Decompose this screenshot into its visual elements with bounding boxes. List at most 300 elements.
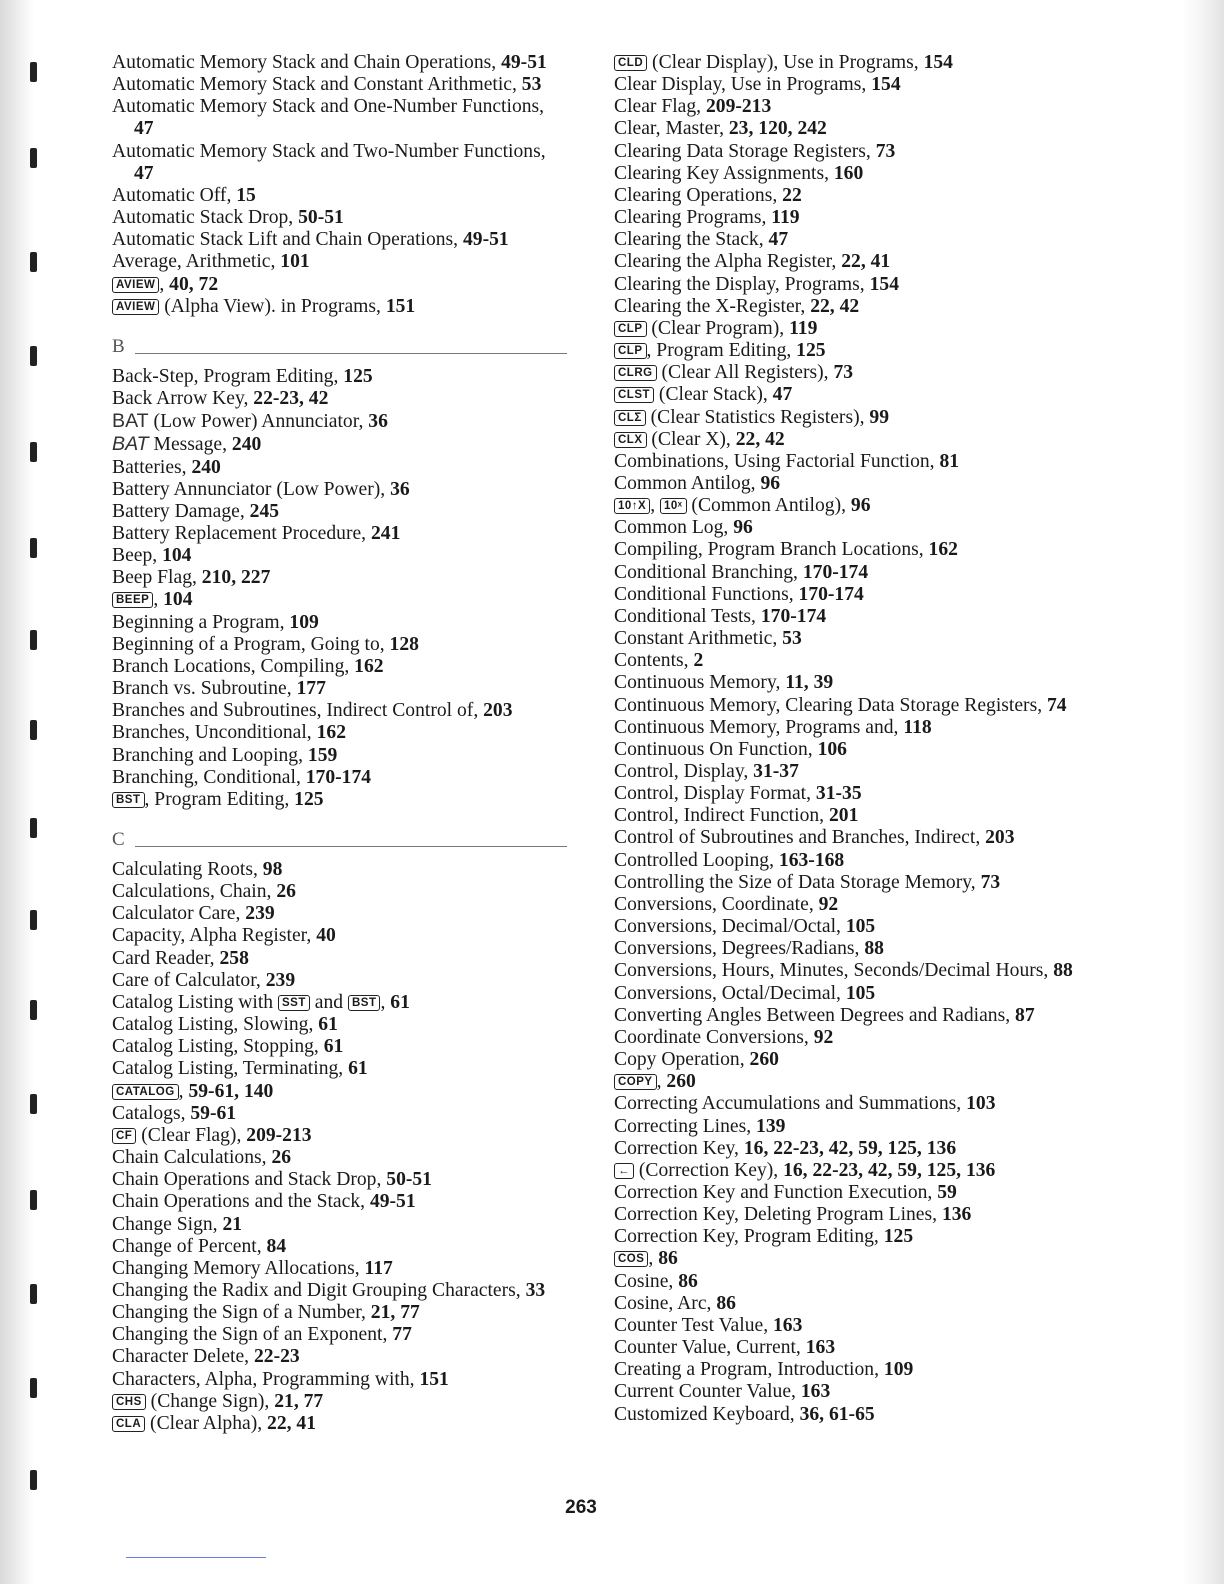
page-reference: 209-213 bbox=[246, 1124, 312, 1146]
index-entry bbox=[614, 1093, 1084, 1115]
key-symbol: CLP bbox=[614, 343, 647, 359]
page-reference: 125 bbox=[796, 340, 826, 362]
index-entry bbox=[614, 562, 1084, 584]
index-entry bbox=[112, 1214, 567, 1236]
entry-text: , bbox=[159, 273, 170, 295]
index-entry bbox=[614, 141, 1084, 163]
binding-hole bbox=[30, 720, 37, 740]
page-reference: 162 bbox=[316, 722, 346, 744]
entry-text: Conversions, Hours, Minutes, Seconds/Decimal Hours, bbox=[614, 960, 1054, 982]
binding-edge bbox=[0, 0, 34, 1584]
key-symbol: CF bbox=[112, 1128, 136, 1144]
entry-text: Automatic Memory Stack and Two-Number Functions, bbox=[112, 140, 546, 162]
entry-text: Clearing Data Storage Registers, bbox=[614, 140, 876, 162]
entry-text: Characters, Alpha, Programming with, bbox=[112, 1368, 420, 1390]
entry-text: Controlling the Size of Data Storage Memory, bbox=[614, 871, 981, 893]
entry-text: Customized Keyboard, bbox=[614, 1403, 800, 1425]
entry-text: Calculator Care, bbox=[112, 903, 246, 925]
page-reference: 23, 120, 242 bbox=[728, 118, 827, 140]
entry-text: Clearing the Display, Programs, bbox=[614, 273, 870, 295]
page-reference: 105 bbox=[845, 982, 876, 1004]
entry-text: Branch vs. Subroutine, bbox=[112, 678, 297, 700]
index-entry bbox=[614, 1049, 1084, 1071]
page-reference: 241 bbox=[370, 522, 401, 544]
page-reference: 49-51 bbox=[462, 229, 509, 251]
index-entry bbox=[614, 1359, 1084, 1381]
entry-text: Beginning a Program, bbox=[112, 611, 290, 633]
entry-text: Correction Key, bbox=[614, 1137, 744, 1159]
index-entry bbox=[614, 229, 1084, 251]
page-reference: 36 bbox=[368, 411, 388, 433]
binding-hole bbox=[30, 62, 37, 82]
index-entry bbox=[112, 612, 567, 634]
index-entry bbox=[112, 1391, 567, 1413]
page-reference: 125 bbox=[294, 788, 324, 810]
page-reference: 203 bbox=[985, 827, 1015, 849]
index-entry bbox=[112, 1369, 567, 1391]
index-entry bbox=[614, 717, 1084, 739]
entry-text: Coordinate Conversions, bbox=[614, 1026, 814, 1048]
page-reference: 15 bbox=[236, 184, 256, 206]
index-entry bbox=[614, 695, 1084, 717]
entry-text: Clear, Master, bbox=[614, 118, 729, 140]
page-reference: 40 bbox=[316, 925, 336, 947]
entry-text: Batteries, bbox=[112, 456, 192, 478]
index-entry bbox=[112, 589, 567, 611]
index-entry bbox=[112, 410, 567, 433]
page-reference: 136 bbox=[941, 1204, 972, 1226]
entry-text: Conditional Branching, bbox=[614, 561, 803, 583]
index-entry bbox=[614, 1404, 1084, 1426]
index-entry bbox=[112, 678, 567, 700]
binding-hole bbox=[30, 818, 37, 838]
binding-hole bbox=[30, 1470, 37, 1490]
page-reference: 59 bbox=[937, 1181, 957, 1203]
page-reference: 98 bbox=[262, 859, 283, 880]
index-entry bbox=[112, 501, 567, 523]
page-reference: 22, 42 bbox=[810, 295, 860, 317]
entry-text: Combinations, Using Factorial Function, bbox=[614, 450, 940, 472]
entry-text: and bbox=[309, 991, 348, 1013]
index-entry bbox=[112, 545, 567, 567]
page-reference: 240 bbox=[231, 434, 262, 456]
entry-text: (Clear All Registers), bbox=[656, 362, 834, 384]
index-entry bbox=[614, 938, 1084, 960]
key-symbol: CATALOG bbox=[112, 1084, 179, 1100]
page-reference: 125 bbox=[883, 1226, 914, 1248]
entry-text: Correction Key, Deleting Program Lines, bbox=[614, 1204, 942, 1226]
page-reference: 96 bbox=[733, 517, 753, 539]
entry-text: Counter Test Value, bbox=[614, 1314, 773, 1336]
page-reference: 47 bbox=[772, 384, 793, 406]
entry-text: Counter Value, Current, bbox=[614, 1337, 806, 1359]
index-entry bbox=[112, 1169, 567, 1191]
entry-text: (Clear Stack), bbox=[654, 384, 773, 406]
entry-text: Beep, bbox=[112, 545, 163, 567]
page-reference: 2 bbox=[693, 650, 704, 672]
entry-text: Converting Angles Between Degrees and Radians, bbox=[614, 1004, 1016, 1026]
index-entry bbox=[614, 1248, 1084, 1270]
index-entry bbox=[112, 141, 567, 185]
entry-text: Clearing Key Assignments, bbox=[614, 162, 834, 184]
entry-text: Conditional Tests, bbox=[614, 605, 761, 627]
page-reference: 74 bbox=[1047, 694, 1067, 716]
page-reference: 86 bbox=[658, 1248, 678, 1270]
page-reference: 170-174 bbox=[760, 605, 827, 627]
entry-text: Branches, Unconditional, bbox=[112, 722, 317, 744]
index-entry bbox=[614, 672, 1084, 694]
entry-text: Message, bbox=[148, 434, 232, 456]
index-entry bbox=[112, 859, 567, 881]
page-reference: 245 bbox=[249, 500, 280, 522]
key-symbol: BST bbox=[348, 995, 381, 1011]
index-entry bbox=[112, 1081, 567, 1103]
entry-text: Automatic Stack Drop, bbox=[112, 207, 299, 229]
entry-text: Clearing Programs, bbox=[614, 207, 772, 229]
binding-hole bbox=[30, 346, 37, 366]
page-reference: 96 bbox=[760, 472, 781, 494]
entry-text: Automatic Memory Stack and One-Number Functions, bbox=[112, 96, 545, 118]
page-reference: 104 bbox=[162, 545, 192, 567]
page-reference: 203 bbox=[483, 700, 513, 722]
entry-text: Copy Operation, bbox=[614, 1049, 750, 1071]
page-reference: 36, 61-65 bbox=[799, 1403, 875, 1425]
page-reference: 119 bbox=[771, 207, 800, 229]
page-reference: 101 bbox=[280, 251, 310, 273]
page-reference: 59-61 bbox=[190, 1102, 237, 1124]
entry-text: Change Sign, bbox=[112, 1213, 223, 1235]
index-entry bbox=[614, 1160, 1084, 1182]
binding-hole bbox=[30, 910, 37, 930]
index-entry bbox=[614, 362, 1084, 384]
index-entry bbox=[112, 567, 567, 589]
entry-text: Correcting Accumulations and Summations, bbox=[614, 1093, 967, 1115]
entry-text: Control, Display, bbox=[614, 761, 754, 782]
index-entry bbox=[112, 1236, 567, 1258]
index-entry bbox=[112, 789, 567, 811]
entry-text: Clearing Operations, bbox=[614, 184, 783, 206]
entry-text: (Clear Display), Use in Programs, bbox=[647, 52, 924, 73]
entry-text: Correction Key, Program Editing, bbox=[614, 1226, 884, 1248]
page-reference: 33 bbox=[525, 1279, 546, 1301]
entry-text: Clearing the Alpha Register, bbox=[614, 251, 842, 273]
index-entry bbox=[614, 274, 1084, 296]
index-entry bbox=[112, 207, 567, 229]
index-entry bbox=[112, 1191, 567, 1213]
page-reference: 258 bbox=[219, 947, 249, 969]
index-entry bbox=[614, 318, 1084, 340]
index-entry bbox=[614, 1027, 1084, 1049]
index-entry bbox=[614, 1116, 1084, 1138]
entry-text: Creating a Program, Introduction, bbox=[614, 1359, 884, 1381]
index-entry bbox=[112, 925, 567, 947]
page-reference: 22, 41 bbox=[267, 1412, 317, 1434]
section-letter: C bbox=[112, 829, 125, 850]
entry-text: Correction Key and Function Execution, bbox=[614, 1181, 938, 1203]
page-reference: 73 bbox=[980, 871, 1001, 893]
entry-text: Beginning of a Program, Going to, bbox=[112, 633, 390, 655]
page-reference: 170-174 bbox=[305, 766, 372, 788]
entry-text: Changing Memory Allocations, bbox=[112, 1257, 365, 1279]
entry-text: Control of Subroutines and Branches, Indirect, bbox=[614, 827, 986, 849]
entry-text: Battery Replacement Procedure, bbox=[112, 522, 371, 544]
page-reference: 22, 41 bbox=[841, 251, 891, 273]
index-entry bbox=[614, 473, 1084, 495]
index-entry bbox=[614, 584, 1084, 606]
section-rule bbox=[135, 846, 567, 847]
index-entry bbox=[112, 1413, 567, 1435]
page-reference: 154 bbox=[871, 74, 901, 96]
index-entry bbox=[112, 251, 567, 273]
index-entry bbox=[614, 850, 1084, 872]
entry-text: Chain Operations and the Stack, bbox=[112, 1191, 370, 1213]
entry-text: Current Counter Value, bbox=[614, 1381, 801, 1403]
binding-hole bbox=[30, 1378, 37, 1398]
binding-hole bbox=[30, 630, 37, 650]
index-entry bbox=[614, 163, 1084, 185]
entry-text: Continuous Memory, Programs and, bbox=[614, 716, 904, 738]
page-reference: 170-174 bbox=[802, 561, 869, 583]
index-entry bbox=[614, 894, 1084, 916]
entry-text: Changing the Radix and Digit Grouping Characters, bbox=[112, 1279, 526, 1301]
index-entry bbox=[112, 1324, 567, 1346]
key-symbol: AVIEW bbox=[112, 299, 159, 315]
entry-text: Calculating Roots, bbox=[112, 859, 263, 880]
key-symbol: COS bbox=[614, 1251, 648, 1267]
page-reference: 99 bbox=[869, 406, 889, 428]
index-entry bbox=[614, 916, 1084, 938]
binding-hole bbox=[30, 1190, 37, 1210]
index-entry bbox=[112, 970, 567, 992]
page-reference: 53 bbox=[782, 628, 802, 650]
key-symbol: CLP bbox=[614, 321, 647, 337]
entry-text: Control, Display Format, bbox=[614, 783, 816, 805]
page-reference: 128 bbox=[389, 633, 419, 655]
page-reference: 47 bbox=[134, 118, 154, 140]
entry-text: Conversions, Degrees/Radians, bbox=[614, 938, 865, 960]
entry-text: Control, Indirect Function, bbox=[614, 805, 829, 827]
entry-text: (Alpha View). in Programs, bbox=[159, 295, 386, 317]
index-entry bbox=[112, 433, 567, 456]
page-reference: 109 bbox=[289, 611, 319, 633]
entry-text: Chain Calculations, bbox=[112, 1147, 272, 1169]
entry-text: Catalog Listing, Slowing, bbox=[112, 1014, 319, 1036]
index-entry bbox=[112, 96, 567, 140]
index-entry bbox=[112, 1125, 567, 1147]
index-entry bbox=[112, 1036, 567, 1058]
index-entry bbox=[614, 805, 1084, 827]
entry-text: (Change Sign), bbox=[145, 1390, 275, 1412]
page-reference: 162 bbox=[928, 539, 958, 561]
entry-text: Character Delete, bbox=[112, 1346, 254, 1368]
index-entry bbox=[614, 1271, 1084, 1293]
page-reference: 92 bbox=[813, 1026, 834, 1048]
page-reference: 22-23 bbox=[253, 1346, 300, 1368]
index-entry bbox=[614, 96, 1084, 118]
index-entry bbox=[112, 1103, 567, 1125]
index-entry bbox=[614, 407, 1084, 429]
index-entry bbox=[614, 495, 1084, 517]
page-reference: 59-61, 140 bbox=[188, 1080, 274, 1102]
index-entry bbox=[614, 539, 1084, 561]
page-reference: 260 bbox=[666, 1071, 696, 1093]
index-entry bbox=[112, 1058, 567, 1080]
index-entry bbox=[112, 656, 567, 678]
entry-text: Common Log, bbox=[614, 517, 734, 539]
entry-text: , Program Editing, bbox=[646, 340, 797, 362]
page-reference: 239 bbox=[245, 903, 275, 925]
entry-text: Constant Arithmetic, bbox=[614, 628, 783, 650]
key-symbol: CLΣ bbox=[614, 410, 646, 426]
page-reference: 163-168 bbox=[778, 849, 845, 871]
page-reference: 125 bbox=[343, 365, 373, 387]
index-entry bbox=[614, 207, 1084, 229]
entry-text: Compiling, Program Branch Locations, bbox=[614, 539, 929, 561]
binding-hole bbox=[30, 252, 37, 272]
entry-text: Clearing the X-Register, bbox=[614, 295, 811, 317]
entry-text: (Correction Key), bbox=[634, 1159, 784, 1181]
annunciator-text: BAT bbox=[112, 410, 149, 433]
entry-text: , bbox=[153, 589, 164, 611]
page-reference: 160 bbox=[833, 162, 864, 184]
section-heading bbox=[112, 829, 567, 851]
index-entry bbox=[614, 983, 1084, 1005]
key-symbol: CHS bbox=[112, 1394, 146, 1410]
index-entry bbox=[112, 457, 567, 479]
page-reference: 210, 227 bbox=[201, 567, 271, 589]
page-reference: 21, 77 bbox=[370, 1302, 420, 1324]
page-reference: 239 bbox=[265, 969, 296, 991]
page-reference: 49-51 bbox=[369, 1191, 416, 1213]
section-letter: B bbox=[112, 335, 125, 357]
entry-text: Catalog Listing, Stopping, bbox=[112, 1036, 324, 1058]
page-reference: 26 bbox=[276, 881, 296, 903]
key-symbol: CLX bbox=[614, 432, 647, 448]
page-reference: 159 bbox=[307, 744, 338, 766]
entry-text: Conditional Functions, bbox=[614, 583, 799, 605]
page-reference: 177 bbox=[296, 678, 326, 700]
entry-text: Branching, Conditional, bbox=[112, 766, 306, 788]
page-reference: 170-174 bbox=[798, 583, 864, 605]
key-symbol: SST bbox=[278, 995, 310, 1011]
page-reference: 84 bbox=[266, 1235, 287, 1257]
index-entry bbox=[614, 251, 1084, 273]
entry-text: (Clear Alpha), bbox=[145, 1412, 268, 1434]
page-reference: 92 bbox=[818, 893, 839, 915]
page-reference: 104 bbox=[163, 589, 193, 611]
index-entry bbox=[614, 451, 1084, 473]
binding-hole bbox=[30, 1284, 37, 1304]
entry-text: Continuous Memory, Clearing Data Storage Registers, bbox=[614, 694, 1047, 716]
index-entry bbox=[614, 827, 1084, 849]
index-entry bbox=[112, 1280, 567, 1302]
entry-text: , Program Editing, bbox=[144, 788, 295, 810]
binding-hole bbox=[30, 538, 37, 558]
entry-text: Beep Flag, bbox=[112, 567, 202, 589]
page-reference: 61 bbox=[348, 1058, 368, 1080]
entry-text: Controlled Looping, bbox=[614, 849, 779, 871]
key-symbol: 10ˣ bbox=[660, 498, 687, 514]
page-reference: 22-23, 42 bbox=[253, 388, 329, 410]
page-reference: 240 bbox=[191, 456, 221, 478]
page-reference: 81 bbox=[939, 450, 960, 472]
index-entry bbox=[614, 650, 1084, 672]
index-entry bbox=[112, 52, 567, 74]
page-reference: 201 bbox=[828, 805, 859, 827]
page-reference: 117 bbox=[364, 1257, 393, 1279]
page-reference: 47 bbox=[768, 229, 789, 251]
page-reference: 86 bbox=[678, 1270, 698, 1292]
page-reference: 88 bbox=[864, 938, 884, 960]
entry-text: Branching and Looping, bbox=[112, 744, 308, 766]
entry-text: Chain Operations and Stack Drop, bbox=[112, 1169, 387, 1191]
index-entry bbox=[614, 1337, 1084, 1359]
page-reference: 154 bbox=[869, 273, 899, 295]
page-reference: 162 bbox=[354, 655, 384, 677]
index-entry bbox=[112, 1014, 567, 1036]
entry-text: Clear Display, Use in Programs, bbox=[614, 74, 872, 96]
index-entry bbox=[112, 523, 567, 545]
page-reference: 31-37 bbox=[753, 761, 799, 782]
index-entry bbox=[112, 74, 567, 96]
entry-text: Automatic Memory Stack and Chain Operations, bbox=[112, 52, 502, 73]
index-entry bbox=[614, 960, 1084, 982]
entry-text: Contents, bbox=[614, 650, 694, 672]
entry-text: Changing the Sign of a Number, bbox=[112, 1302, 371, 1324]
key-symbol: COPY bbox=[614, 1074, 657, 1090]
entry-text: Cosine, Arc, bbox=[614, 1292, 717, 1314]
index-entry bbox=[112, 903, 567, 925]
page-reference: 106 bbox=[817, 738, 847, 760]
index-column-left bbox=[112, 52, 567, 1435]
index-entry bbox=[112, 745, 567, 767]
key-symbol: AVIEW bbox=[112, 277, 159, 293]
page-reference: 163 bbox=[800, 1381, 831, 1403]
index-entry bbox=[614, 1293, 1084, 1315]
page-reference: 88 bbox=[1053, 960, 1073, 982]
page-number: 263 bbox=[565, 1497, 597, 1518]
entry-text: (Clear Flag), bbox=[136, 1124, 247, 1146]
index-entry bbox=[614, 872, 1084, 894]
entry-text: Back-Step, Program Editing, bbox=[112, 365, 344, 387]
section-heading bbox=[112, 336, 567, 358]
page-reference: 50-51 bbox=[386, 1169, 432, 1191]
entry-text: Conversions, Octal/Decimal, bbox=[614, 982, 846, 1004]
page-reference: 105 bbox=[845, 916, 876, 938]
key-symbol: 10↑X bbox=[614, 498, 650, 514]
page-reference: 86 bbox=[716, 1292, 736, 1314]
index-entry bbox=[614, 1182, 1084, 1204]
entry-text: Card Reader, bbox=[112, 947, 220, 969]
annunciator-text: BAT bbox=[112, 433, 149, 456]
page-reference: 163 bbox=[805, 1337, 836, 1359]
index-entry bbox=[614, 429, 1084, 451]
index-entry bbox=[614, 761, 1084, 783]
page-reference: 50-51 bbox=[298, 207, 344, 229]
index-entry bbox=[614, 340, 1084, 362]
entry-text: Back Arrow Key, bbox=[112, 388, 254, 410]
entry-text: Calculations, Chain, bbox=[112, 881, 277, 903]
index-entry bbox=[112, 1302, 567, 1324]
page-reference: 61 bbox=[318, 1014, 338, 1036]
index-entry bbox=[614, 739, 1084, 761]
key-symbol: CLA bbox=[112, 1416, 145, 1432]
index-entry bbox=[614, 1315, 1084, 1337]
index-entry bbox=[112, 185, 567, 207]
entry-text: Cosine, bbox=[614, 1270, 679, 1292]
entry-text: Care of Calculator, bbox=[112, 969, 266, 991]
page-reference: 154 bbox=[923, 52, 953, 73]
